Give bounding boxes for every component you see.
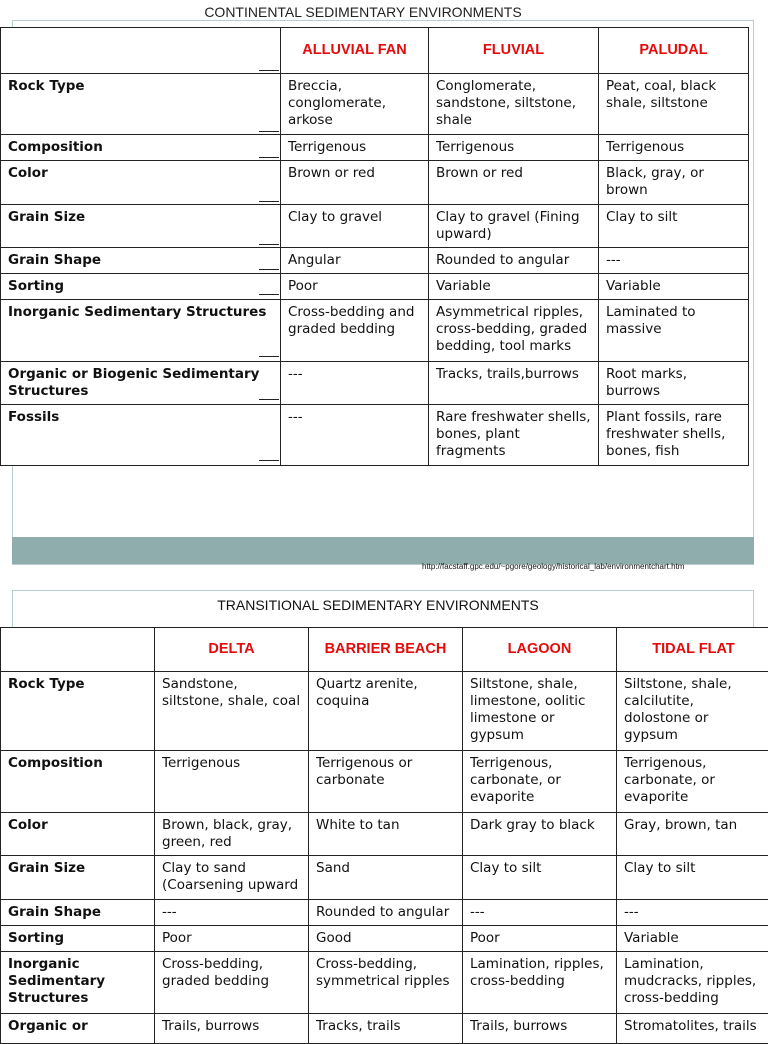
table-cell: Brown or red <box>281 161 429 205</box>
table-cell: --- <box>599 248 749 274</box>
corner-cell <box>1 28 281 74</box>
table-cell: Rounded to angular <box>429 248 599 274</box>
row-label-sorting: Sorting <box>1 274 281 300</box>
table-cell: Terrigenous <box>599 135 749 161</box>
row-label-organic-structures: Organic or Biogenic Sedimentary Structures <box>1 362 281 405</box>
table-cell: Lamination, mudcracks, ripples, cross-bedding <box>617 952 768 1014</box>
table-header-row <box>1 28 749 74</box>
table-cell: Quartz arenite, coquina <box>309 672 463 751</box>
table-cell: Clay to silt <box>617 856 768 900</box>
table-cell: Rounded to angular <box>309 900 463 926</box>
table-cell: Poor <box>155 926 309 952</box>
table-tick <box>259 244 279 245</box>
table-row <box>1 1014 768 1044</box>
table-cell: Clay to sand (Coarsening upward <box>155 856 309 900</box>
table-cell: Plant fossils, rare freshwater shells, bones, fish <box>599 405 749 466</box>
table-tick <box>259 157 279 158</box>
table-cell: Black, gray, or brown <box>599 161 749 205</box>
row-label-rock-type: Rock Type <box>1 74 281 135</box>
table-row <box>1 856 768 900</box>
row-label-color: Color <box>1 161 281 205</box>
table-cell: Cross-bedding and graded bedding <box>281 300 429 362</box>
table-row <box>1 813 768 856</box>
table-tick <box>259 294 279 295</box>
column-header-paludal: PALUDAL <box>599 28 749 74</box>
table-cell: Sand <box>309 856 463 900</box>
table-cell: White to tan <box>309 813 463 856</box>
source-url: http://facstaff.gpc.edu/~pgore/geology/historical_lab/environmentchart.htm <box>422 562 684 571</box>
table-row <box>1 74 749 135</box>
table-cell: Cross-bedding, graded bedding <box>155 952 309 1014</box>
table-cell: Terrigenous or carbonate <box>309 751 463 813</box>
row-label-grain-size: Grain Size <box>1 205 281 248</box>
table-row <box>1 751 768 813</box>
row-label-inorganic-structures: Inorganic Sedimentary Structures <box>1 952 155 1014</box>
table-cell: Clay to silt <box>463 856 617 900</box>
table-cell: --- <box>155 900 309 926</box>
table-tick <box>259 201 279 202</box>
table-cell: Lamination, ripples, cross-bedding <box>463 952 617 1014</box>
table-row <box>1 135 749 161</box>
table-cell: Clay to gravel (Fining upward) <box>429 205 599 248</box>
row-label-sorting: Sorting <box>1 926 155 952</box>
table-row <box>1 952 768 1014</box>
table-cell: Stromatolites, trails <box>617 1014 768 1044</box>
table-row <box>1 248 749 274</box>
table-cell: Trails, burrows <box>463 1014 617 1044</box>
table-cell: Asymmetrical ripples, cross-bedding, graded bedding, tool marks <box>429 300 599 362</box>
table-row <box>1 405 749 466</box>
table-tick <box>259 399 279 400</box>
transitional-table <box>0 627 768 1044</box>
table-cell: Clay to silt <box>599 205 749 248</box>
table-cell: --- <box>281 405 429 466</box>
transitional-title: TRANSITIONAL SEDIMENTARY ENVIRONMENTS <box>0 597 756 613</box>
table-cell: Variable <box>599 274 749 300</box>
row-label-grain-shape: Grain Shape <box>1 900 155 926</box>
table-row <box>1 672 768 751</box>
table-cell: --- <box>463 900 617 926</box>
table-cell: Sandstone, siltstone, shale, coal <box>155 672 309 751</box>
table-tick <box>259 460 279 461</box>
table-cell: Laminated to massive <box>599 300 749 362</box>
table-header-row <box>1 628 768 672</box>
table-cell: --- <box>617 900 768 926</box>
table-cell: Tracks, trails <box>309 1014 463 1044</box>
table-cell: Terrigenous, carbonate, or evaporite <box>617 751 768 813</box>
column-header-alluvial-fan: ALLUVIAL FAN <box>281 28 429 74</box>
row-label-inorganic-structures: Inorganic Sedimentary Structures <box>1 300 281 362</box>
column-header-fluvial: FLUVIAL <box>429 28 599 74</box>
table-row <box>1 205 749 248</box>
column-header-barrier-beach: BARRIER BEACH <box>309 628 463 672</box>
table-cell: Brown or red <box>429 161 599 205</box>
table-cell: Breccia, conglomerate, arkose <box>281 74 429 135</box>
table-row <box>1 900 768 926</box>
table-cell: Siltstone, shale, calcilutite, dolostone or gypsum <box>617 672 768 751</box>
table-cell: Variable <box>617 926 768 952</box>
table-cell: Clay to gravel <box>281 205 429 248</box>
table-cell: Conglomerate, sandstone, siltstone, shale <box>429 74 599 135</box>
table-tick <box>259 356 279 357</box>
table-tick <box>259 269 279 270</box>
table-cell: Rare freshwater shells, bones, plant fragments <box>429 405 599 466</box>
table-tick <box>259 131 279 132</box>
table-cell: Poor <box>281 274 429 300</box>
row-label-color: Color <box>1 813 155 856</box>
table-cell: Siltstone, shale, limestone, oolitic limestone or gypsum <box>463 672 617 751</box>
table-cell: Tracks, trails,burrows <box>429 362 599 405</box>
table-row <box>1 300 749 362</box>
continental-table <box>0 27 749 466</box>
table-cell: --- <box>281 362 429 405</box>
table-cell: Terrigenous <box>429 135 599 161</box>
row-label-grain-shape: Grain Shape <box>1 248 281 274</box>
table-cell: Trails, burrows <box>155 1014 309 1044</box>
column-header-tidal-flat: TIDAL FLAT <box>617 628 768 672</box>
table-cell: Brown, black, gray, green, red <box>155 813 309 856</box>
table-row <box>1 161 749 205</box>
row-label-rock-type: Rock Type <box>1 672 155 751</box>
table-cell: Poor <box>463 926 617 952</box>
row-label-grain-size: Grain Size <box>1 856 155 900</box>
column-header-lagoon: LAGOON <box>463 628 617 672</box>
table-cell: Variable <box>429 274 599 300</box>
slide-footer-band <box>12 537 754 564</box>
table-cell: Good <box>309 926 463 952</box>
table-cell: Gray, brown, tan <box>617 813 768 856</box>
table-row <box>1 926 768 952</box>
row-label-organic-structures: Organic or <box>1 1014 155 1044</box>
table-row <box>1 274 749 300</box>
table-cell: Angular <box>281 248 429 274</box>
table-cell: Terrigenous <box>155 751 309 813</box>
table-cell: Terrigenous, carbonate, or evaporite <box>463 751 617 813</box>
table-cell: Peat, coal, black shale, siltstone <box>599 74 749 135</box>
corner-cell <box>1 628 155 672</box>
table-row <box>1 362 749 405</box>
table-cell: Cross-bedding, symmetrical ripples <box>309 952 463 1014</box>
row-label-composition: Composition <box>1 135 281 161</box>
table-cell: Root marks, burrows <box>599 362 749 405</box>
table-cell: Terrigenous <box>281 135 429 161</box>
row-label-composition: Composition <box>1 751 155 813</box>
table-tick <box>259 70 279 71</box>
table-cell: Dark gray to black <box>463 813 617 856</box>
row-label-fossils: Fossils <box>1 405 281 466</box>
column-header-delta: DELTA <box>155 628 309 672</box>
continental-title: CONTINENTAL SEDIMENTARY ENVIRONMENTS <box>0 4 726 20</box>
